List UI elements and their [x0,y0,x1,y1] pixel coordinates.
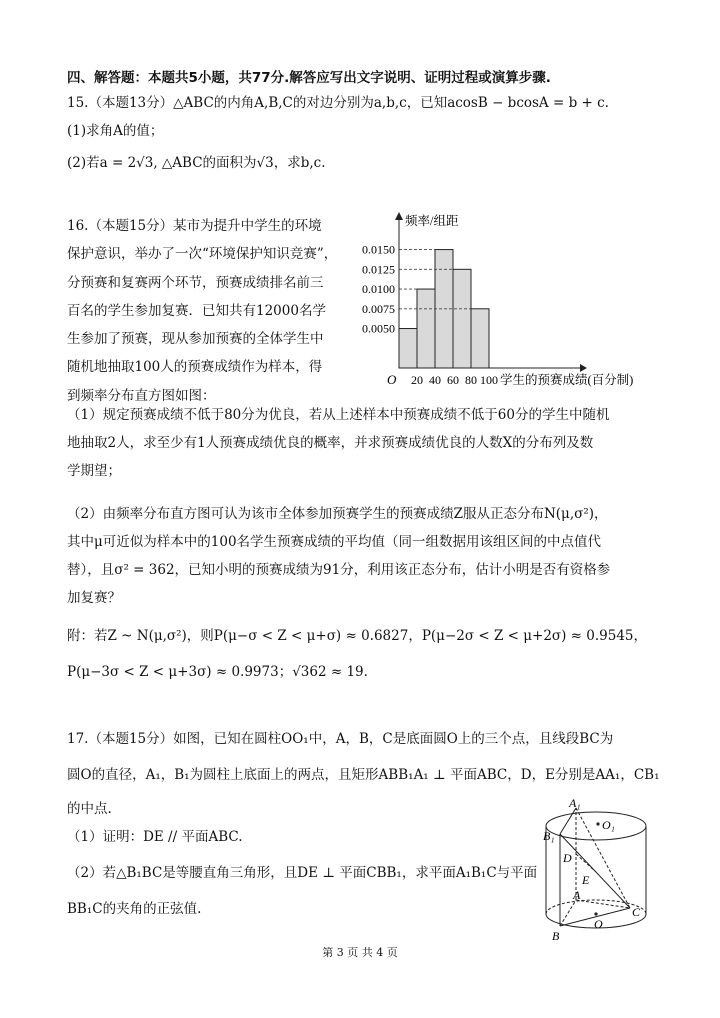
q16-part1-line: （1）规定预赛成绩不低于80分为优良，若从上述样本中预赛成绩不低于60分的学生中随机 [67,407,610,423]
q16-appendix-line1: 附：若Z ~ N(μ,σ²)，则P(μ−σ < Z < μ+σ) ≈ 0.6827，P(μ−2σ < Z < μ+2σ) ≈ 0.9545， [67,628,648,644]
q16-stem-line: 百名的学生参加复赛．已知共有12000名学 [67,302,326,319]
y-tick-label: 0.0150 [362,242,395,257]
label-O1: O₁ [602,818,615,832]
q17-stem-line1: 17.（本题15分）如图，已知在圆柱OO₁中，A，B，C是底面圆O上的三个点，且线段BC为 [67,731,614,747]
y-axis-label: 频率/组距 [405,214,459,228]
label-A: A [573,888,581,902]
q16-part2-line: 替），且σ² = 362，已知小明的预赛成绩为91分，利用该正态分布，估计小明是否有资格参 [67,562,611,578]
q17-part1: （1）证明：DE // 平面ABC. [67,829,243,845]
x-tick-label: 40 [429,373,441,387]
q16-stem-line: 到频率分布直方图如图： [67,387,216,404]
q15-stem: 15.（本题13分）△ABC的内角A,B,C的对边分别为a,b,c，已知acosB − bcosA = b + c. [67,95,609,111]
top-ellipse [546,812,646,840]
label-B: B [552,929,560,943]
x-tick-label: 80 [465,373,477,387]
label-B1: B₁ [543,829,555,843]
bottom-ellipse-back [546,900,646,914]
q16-part2 [67,500,657,612]
y-tick-label: 0.0100 [362,282,395,297]
histogram-bar [417,289,435,368]
q16-part2-line: 加复赛？ [67,590,121,606]
origin-label: O [387,372,397,387]
section-header: 四、解答题：本题共5小题，共77分.解答应写出文字说明、证明过程或演算步骤. [67,70,551,86]
y-axis-arrow [395,212,403,220]
q16-appendix-line2: P(μ−3σ < Z < μ+3σ) ≈ 0.9973；√362 ≈ 19. [67,664,368,680]
histogram-bar [399,329,417,368]
point-O [594,912,597,915]
x-tick-label: 60 [447,373,459,387]
q15-part2: (2)若a = 2√3, △ABC的面积为√3，求b,c. [67,155,326,171]
histogram-chart [362,208,660,388]
label-E: E [582,873,590,887]
q16-stem [67,212,357,410]
x-axis-label: 学生的预赛成绩(百分制) [500,373,634,387]
label-O: O [594,917,603,931]
y-tick-label: 0.0050 [362,321,395,336]
q16-part1 [67,401,657,485]
histogram-bar [453,269,471,368]
q16-part1-line: 地抽取2人，求至少有1人预赛成绩优良的概率，并求预赛成绩优良的人数X的分布列及数 [67,435,594,451]
q16-stem-line: 16.（本题15分）某市为提升中学生的环境 [67,218,322,234]
x-tick-label: 20 [411,373,423,387]
edge-D-E [576,854,595,871]
point-O1 [596,822,599,825]
y-tick-label: 0.0125 [362,262,395,277]
q16-part2-line: 其中μ可近似为样本中的100名学生预赛成绩的平均值（同一组数据用该组区间的中点值代 [67,534,602,550]
q17-stem-line2: 圆O的直径，A₁，B₁为圆柱上底面上的两点，且矩形ABB₁A₁ ⊥ 平面ABC，D，E分别是AA₁，CB₁ [67,767,660,783]
label-A1: A₁ [569,796,581,810]
q17-part2-line1: （2）若△B₁BC是等腰直角三角形，且DE ⊥ 平面CBB₁，求平面A₁B₁C与平面 [67,865,538,881]
q16-stem-line: 分预赛和复赛两个环节，预赛成绩排名前三 [67,274,324,291]
q16-stem-line: 随机地抽取100人的预赛成绩作为样本，得 [67,359,323,376]
x-axis-arrow [580,364,587,372]
histogram-bar [471,309,489,368]
x-tick-label: 100 [480,373,498,387]
edge-A-C [576,900,630,908]
cylinder-figure [538,796,658,946]
label-C: C [632,905,641,919]
q16-part2-line: （2）由频率分布直方图可认为该市全体参加预赛学生的预赛成绩Z服从正态分布N(μ,σ²)， [67,506,608,522]
q16-part1-line: 学期望； [67,463,121,479]
q17-part2-line2: BB₁C的夹角的正弦值. [67,901,202,917]
y-tick-label: 0.0075 [362,301,395,316]
q17-stem-line3: 的中点. [67,801,112,817]
q15-part1: (1)求角A的值； [67,123,164,139]
q16-stem-line: 生参加了预赛，现从参加预赛的全体学生中 [67,331,324,348]
page-footer: 第 3 页 共 4 页 [322,946,398,959]
q16-stem-line: 保护意识，举办了一次“环境保护知识竞赛”， [67,246,338,263]
label-D: D [563,851,572,865]
edge-B1-A1 [560,808,576,834]
